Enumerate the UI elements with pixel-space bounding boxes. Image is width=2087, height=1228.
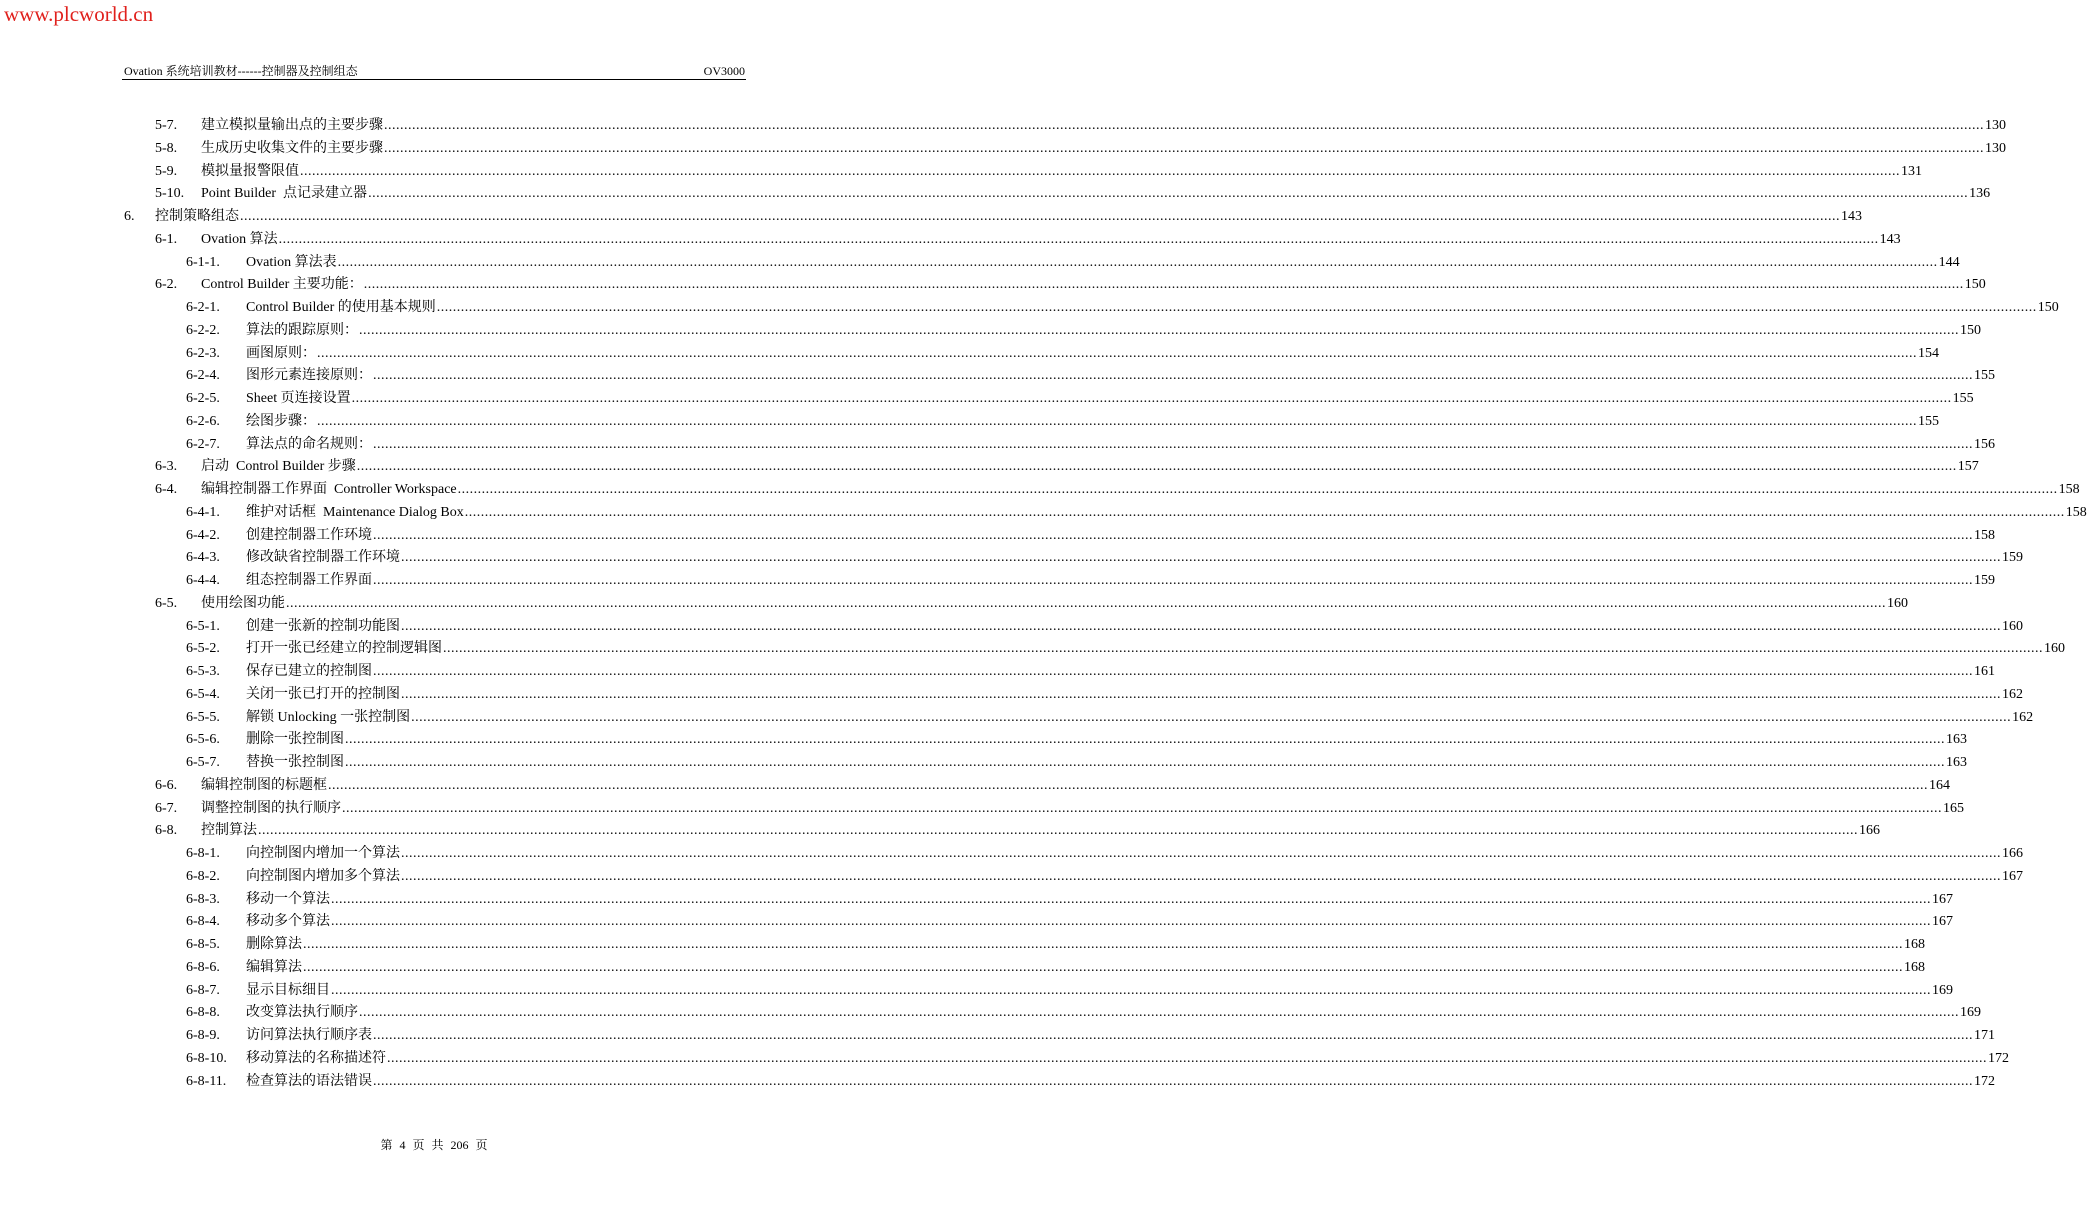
dot-leader: ................................................................................................................................................................................................................................................................................................................................................................................................................ <box>401 618 2001 634</box>
toc-entry-title: Ovation 算法 <box>201 231 278 247</box>
toc-entry[interactable] <box>186 708 2034 728</box>
toc-entry[interactable] <box>155 162 1922 182</box>
toc-entry-title: 生成历史收集文件的主要步骤 <box>201 140 383 156</box>
toc-entry-title: 建立模拟量输出点的主要步骤 <box>201 118 383 133</box>
toc-entry-number: 6-8-9. <box>186 1028 220 1043</box>
toc-entry-number: 6-5. <box>155 595 178 611</box>
toc-entry[interactable] <box>186 662 1995 682</box>
toc-entry-title: 编辑控制器工作界面 Controller Workspace <box>201 482 457 497</box>
dot-leader: ................................................................................................................................................................................................................................................................................................................................................................................................................ <box>300 163 1900 179</box>
toc-entry-title: 保存已建立的控制图 <box>246 664 372 679</box>
dot-leader: ................................................................................................................................................................................................................................................................................................................................................................................................................ <box>331 914 1931 930</box>
toc-entry[interactable] <box>155 799 1964 819</box>
toc-entry[interactable] <box>186 366 1995 386</box>
toc-entry-page: 165 <box>1943 800 1964 816</box>
toc-entry-title: 删除算法 <box>246 937 302 952</box>
toc-entry-title: 维护对话框 Maintenance Dialog Box <box>246 504 464 520</box>
toc-entry-number: 6-2-3. <box>186 345 220 361</box>
dot-leader: ................................................................................................................................................................................................................................................................................................................................................................................................................ <box>303 959 1903 975</box>
toc-entry-page: 163 <box>1946 755 1967 770</box>
toc-entry-title: 替换一张控制图 <box>246 755 344 770</box>
dot-leader: ................................................................................................................................................................................................................................................................................................................................................................................................................ <box>373 573 1973 588</box>
toc-entry-title: Control Builder 主要功能： <box>201 277 363 293</box>
toc-entry-title: 启动 Control Builder 步骤 <box>201 459 356 475</box>
dot-leader: ................................................................................................................................................................................................................................................................................................................................................................................................................ <box>328 777 1928 793</box>
dot-leader: ................................................................................................................................................................................................................................................................................................................................................................................................................ <box>387 1050 1987 1066</box>
toc-entry-title: 向控制图内增加多个算法 <box>246 868 400 884</box>
toc-entry-title: 调整控制图的执行顺序 <box>201 800 341 816</box>
toc-entry-page: 154 <box>1918 345 1939 361</box>
dot-leader: ................................................................................................................................................................................................................................................................................................................................................................................................................ <box>401 550 2001 566</box>
dot-leader: ................................................................................................................................................................................................................................................................................................................................................................................................................ <box>457 482 2058 497</box>
toc-entry-page: 166 <box>1859 823 1880 839</box>
toc-entry[interactable] <box>155 821 1880 841</box>
toc-entry-number: 6-7. <box>155 800 178 816</box>
toc-entry-number: 5-9. <box>155 163 178 179</box>
dot-leader: ................................................................................................................................................................................................................................................................................................................................................................................................................ <box>342 800 1942 816</box>
dot-leader: ................................................................................................................................................................................................................................................................................................................................................................................................................ <box>359 1005 1959 1021</box>
toc-entry[interactable] <box>186 844 2023 864</box>
dot-leader: ................................................................................................................................................................................................................................................................................................................................................................................................................ <box>345 732 1945 748</box>
dot-leader: ................................................................................................................................................................................................................................................................................................................................................................................................................ <box>303 937 1903 952</box>
toc-entry[interactable] <box>155 230 1901 250</box>
toc-entry-page: 130 <box>1985 140 2006 156</box>
toc-entry-title: 显示目标细目 <box>246 982 330 998</box>
toc-entry-number: 6-8-8. <box>186 1005 220 1021</box>
toc-entry-number: 6-4-2. <box>186 527 220 543</box>
dot-leader: ................................................................................................................................................................................................................................................................................................................................................................................................................ <box>373 664 1973 679</box>
toc-entry[interactable] <box>186 321 1981 341</box>
toc-entry-page: 160 <box>1887 595 1908 611</box>
toc-entry[interactable] <box>186 1049 2009 1069</box>
toc-entry-page: 160 <box>2002 618 2023 634</box>
toc-entry-page: 130 <box>1985 118 2006 133</box>
dot-leader: ................................................................................................................................................................................................................................................................................................................................................................................................................ <box>411 709 2012 725</box>
toc-entry-number: 6-5-5. <box>186 709 220 725</box>
toc-entry-page: 168 <box>1904 959 1925 975</box>
toc-entry-number: 6-8-6. <box>186 959 220 975</box>
dot-leader: ................................................................................................................................................................................................................................................................................................................................................................................................................ <box>373 436 1973 452</box>
toc-entry-title: 移动多个算法 <box>246 914 330 930</box>
dot-leader: ................................................................................................................................................................................................................................................................................................................................................................................................................ <box>384 118 1984 133</box>
toc-entry[interactable] <box>186 1003 1981 1023</box>
toc-entry-number: 6-2-1. <box>186 300 220 315</box>
toc-entry-page: 144 <box>1938 254 1960 270</box>
toc-entry-page: 157 <box>1957 459 1979 475</box>
toc-entry-title: 绘图步骤： <box>246 413 316 429</box>
toc-entry[interactable] <box>124 207 1862 227</box>
dot-leader: ................................................................................................................................................................................................................................................................................................................................................................................................................ <box>368 186 1969 202</box>
toc-entry[interactable] <box>186 981 1953 1001</box>
toc-entry-title: Ovation 算法表 <box>246 254 337 270</box>
toc-entry[interactable] <box>155 457 1979 477</box>
toc-entry-number: 6-8-5. <box>186 937 220 952</box>
toc-entry-number: 6-2-6. <box>186 413 220 429</box>
toc-entry[interactable] <box>155 480 2080 500</box>
toc-entry-page: 167 <box>2002 868 2023 884</box>
toc-entry-page: 169 <box>1932 982 1953 998</box>
toc-entry-number: 6-2-7. <box>186 436 220 452</box>
toc-entry-number: 6-2-5. <box>186 391 220 406</box>
toc-entry-title: 访问算法执行顺序表 <box>246 1028 372 1043</box>
toc-entry-number: 6-4-1. <box>186 504 220 520</box>
toc-entry[interactable] <box>155 594 1908 614</box>
toc-entry-page: 172 <box>1988 1050 2009 1066</box>
toc-entry-title: 创建控制器工作环境 <box>246 527 372 543</box>
toc-entry-page: 158 <box>2058 482 2080 497</box>
toc-entry[interactable] <box>186 389 1974 409</box>
toc-entry[interactable] <box>155 275 1986 295</box>
toc-entry-number: 6-6. <box>155 777 178 793</box>
toc-entry[interactable] <box>186 639 2065 659</box>
toc-entry-page: 155 <box>1974 368 1995 384</box>
toc-entry[interactable] <box>186 685 2023 705</box>
toc-entry[interactable] <box>186 935 1925 955</box>
toc-entry-page: 155 <box>1952 391 1974 406</box>
toc-entry-number: 6-2. <box>155 277 178 293</box>
toc-entry-title: 创建一张新的控制功能图 <box>246 618 400 634</box>
toc-entry[interactable] <box>186 344 1939 364</box>
toc-entry-number: 6. <box>124 209 135 224</box>
toc-entry[interactable] <box>186 298 2059 318</box>
toc-entry[interactable] <box>186 253 1960 273</box>
toc-entry-page: 156 <box>1974 436 1995 452</box>
toc-entry-title: 修改缺省控制器工作环境 <box>246 550 400 566</box>
dot-leader: ................................................................................................................................................................................................................................................................................................................................................................................................................ <box>464 504 2065 520</box>
toc-entry-number: 6-8-10. <box>186 1050 227 1066</box>
dot-leader: ................................................................................................................................................................................................................................................................................................................................................................................................................ <box>258 823 1858 839</box>
toc-entry-title: 算法的跟踪原则： <box>246 322 358 338</box>
toc-entry-title: 改变算法执行顺序 <box>246 1005 358 1021</box>
toc-entry-page: 143 <box>1841 209 1862 224</box>
toc-entry-number: 5-8. <box>155 140 178 156</box>
toc-entry-title: 移动算法的名称描述符 <box>246 1050 386 1066</box>
toc-entry[interactable] <box>186 435 1995 455</box>
toc-entry[interactable] <box>186 617 2023 637</box>
toc-entry[interactable] <box>186 890 1953 910</box>
dot-leader: ................................................................................................................................................................................................................................................................................................................................................................................................................ <box>331 982 1931 998</box>
toc-entry-title: 检查算法的语法错误 <box>246 1073 372 1089</box>
toc-entry-page: 159 <box>1974 573 1995 588</box>
toc-entry-page: 158 <box>1974 527 1995 543</box>
toc-entry-page: 164 <box>1929 777 1950 793</box>
toc-entry-title: 组态控制器工作界面 <box>246 573 372 588</box>
toc-entry-title: 控制策略组态 <box>155 209 239 224</box>
toc-entry[interactable] <box>186 958 1925 978</box>
toc-entry[interactable] <box>186 1026 1995 1046</box>
toc-entry-number: 6-1. <box>155 231 178 247</box>
toc-entry-number: 6-8. <box>155 823 178 839</box>
toc-entry-title: 向控制图内增加一个算法 <box>246 846 400 861</box>
dot-leader: ................................................................................................................................................................................................................................................................................................................................................................................................................ <box>356 459 1957 475</box>
toc-entry-number: 6-5-3. <box>186 664 220 679</box>
toc-entry-title: 移动一个算法 <box>246 891 330 907</box>
toc-entry[interactable] <box>186 571 1995 591</box>
toc-entry-number: 6-5-1. <box>186 618 220 634</box>
toc-entry-page: 171 <box>1974 1028 1995 1043</box>
toc-entry-page: 150 <box>2037 300 2059 315</box>
toc-entry-title: 编辑算法 <box>246 959 302 975</box>
toc-entry-title: Control Builder 的使用基本规则 <box>246 300 436 315</box>
toc-entry-number: 6-8-11. <box>186 1073 227 1089</box>
dot-leader: ................................................................................................................................................................................................................................................................................................................................................................................................................ <box>384 140 1984 156</box>
header-title: Ovation 系统培训教材------控制器及控制组态 <box>124 64 358 78</box>
toc-entry-title: 画图原则： <box>246 345 316 361</box>
toc-entry-page: 136 <box>1969 186 1991 202</box>
toc-entry-number: 6-5-7. <box>186 755 220 770</box>
toc-entry-title: 模拟量报警限值 <box>201 163 299 179</box>
toc-entry-number: 6-5-2. <box>186 641 220 657</box>
dot-leader: ................................................................................................................................................................................................................................................................................................................................................................................................................ <box>317 345 1917 361</box>
dot-leader: ................................................................................................................................................................................................................................................................................................................................................................................................................ <box>240 209 1840 224</box>
toc-entry[interactable] <box>155 184 1991 204</box>
toc-entry-number: 6-1-1. <box>186 254 220 270</box>
toc-entry[interactable] <box>155 116 2006 136</box>
toc-entry-number: 6-4-3. <box>186 550 220 566</box>
dot-leader: ................................................................................................................................................................................................................................................................................................................................................................................................................ <box>373 527 1973 543</box>
toc-entry-number: 6-8-2. <box>186 868 220 884</box>
toc-entry-page: 163 <box>1946 732 1967 748</box>
toc-entry-number: 6-4. <box>155 482 178 497</box>
toc-entry-page: 131 <box>1901 163 1922 179</box>
toc-entry-title: Sheet 页连接设置 <box>246 391 351 406</box>
toc-entry[interactable] <box>155 139 2006 159</box>
toc-entry-page: 167 <box>1932 914 1953 930</box>
toc-entry-number: 6-5-6. <box>186 732 220 748</box>
toc-entry-page: 166 <box>2002 846 2023 861</box>
toc-entry-page: 167 <box>1932 891 1953 907</box>
dot-leader: ................................................................................................................................................................................................................................................................................................................................................................................................................ <box>331 891 1931 907</box>
toc-entry-page: 158 <box>2065 504 2087 520</box>
toc-entry-page: 159 <box>2002 550 2023 566</box>
dot-leader: ................................................................................................................................................................................................................................................................................................................................................................................................................ <box>351 391 1952 406</box>
toc-entry-page: 150 <box>1960 322 1981 338</box>
toc-entry-page: 161 <box>1974 664 1995 679</box>
toc-entry-title: 打开一张已经建立的控制逻辑图 <box>246 641 442 657</box>
dot-leader: ................................................................................................................................................................................................................................................................................................................................................................................................................ <box>278 231 1879 247</box>
toc-entry-title: Point Builder 点记录建立器 <box>201 186 368 202</box>
page-header <box>124 64 745 80</box>
toc-entry[interactable] <box>186 412 1939 432</box>
toc-entry-page: 172 <box>1974 1073 1995 1089</box>
toc-entry-number: 6-2-4. <box>186 368 220 384</box>
toc-entry[interactable] <box>186 867 2023 887</box>
dot-leader: ................................................................................................................................................................................................................................................................................................................................................................................................................ <box>345 755 1945 770</box>
watermark-url: www.plcworld.cn <box>4 2 154 26</box>
toc-entry-number: 5-7. <box>155 118 178 133</box>
toc-entry-number: 6-8-7. <box>186 982 220 998</box>
toc-entry-number: 6-3. <box>155 459 178 475</box>
dot-leader: ................................................................................................................................................................................................................................................................................................................................................................................................................ <box>317 413 1917 429</box>
toc-entry[interactable] <box>186 526 1995 546</box>
header-divider <box>122 79 746 80</box>
dot-leader: ................................................................................................................................................................................................................................................................................................................................................................................................................ <box>337 254 1938 270</box>
toc-entry-page: 169 <box>1960 1005 1981 1021</box>
toc-entry-title: 删除一张控制图 <box>246 732 344 748</box>
toc-entry-page: 162 <box>2002 686 2023 702</box>
toc-entry[interactable] <box>186 503 2087 523</box>
toc-entry-title: 算法点的命名规则： <box>246 436 372 452</box>
toc-entry-number: 6-8-1. <box>186 846 220 861</box>
toc-entry-title: 使用绘图功能 <box>201 595 285 611</box>
dot-leader: ................................................................................................................................................................................................................................................................................................................................................................................................................ <box>359 322 1959 338</box>
toc-entry-page: 168 <box>1904 937 1925 952</box>
header-code: OV3000 <box>703 64 745 78</box>
dot-leader: ................................................................................................................................................................................................................................................................................................................................................................................................................ <box>401 846 2001 861</box>
dot-leader: ................................................................................................................................................................................................................................................................................................................................................................................................................ <box>373 368 1973 384</box>
toc-entry-page: 162 <box>2012 709 2034 725</box>
toc-entry[interactable] <box>186 730 1967 750</box>
toc-entry-title: 关闭一张已打开的控制图 <box>246 686 400 702</box>
toc-entry-title: 图形元素连接原则： <box>246 368 372 384</box>
dot-leader: ................................................................................................................................................................................................................................................................................................................................................................................................................ <box>401 686 2001 702</box>
dot-leader: ................................................................................................................................................................................................................................................................................................................................................................................................................ <box>443 641 2043 657</box>
toc-entry[interactable] <box>155 776 1950 796</box>
toc-entry-title: 控制算法 <box>201 823 257 839</box>
toc-entry-number: 6-5-4. <box>186 686 220 702</box>
toc-entry[interactable] <box>186 912 1953 932</box>
toc-entry-number: 6-8-4. <box>186 914 220 930</box>
toc-entry-number: 6-4-4. <box>186 573 220 588</box>
dot-leader: ................................................................................................................................................................................................................................................................................................................................................................................................................ <box>436 300 2037 315</box>
toc-entry-page: 160 <box>2044 641 2065 657</box>
toc-entry[interactable] <box>186 1072 1995 1092</box>
toc-entry-number: 5-10. <box>155 186 185 202</box>
toc-entry-page: 143 <box>1879 231 1901 247</box>
page-footer: 第 4 页 共 206 页 <box>380 1138 488 1152</box>
toc-entry[interactable] <box>186 548 2023 568</box>
dot-leader: ................................................................................................................................................................................................................................................................................................................................................................................................................ <box>363 277 1964 293</box>
dot-leader: ................................................................................................................................................................................................................................................................................................................................................................................................................ <box>286 595 1886 611</box>
toc-entry[interactable] <box>186 753 1967 773</box>
toc-entry-page: 150 <box>1964 277 1986 293</box>
dot-leader: ................................................................................................................................................................................................................................................................................................................................................................................................................ <box>401 868 2001 884</box>
toc-entry-title: 编辑控制图的标题框 <box>201 777 327 793</box>
dot-leader: ................................................................................................................................................................................................................................................................................................................................................................................................................ <box>373 1073 1973 1089</box>
toc-entry-page: 155 <box>1918 413 1939 429</box>
toc-entry-number: 6-2-2. <box>186 322 220 338</box>
dot-leader: ................................................................................................................................................................................................................................................................................................................................................................................................................ <box>373 1028 1973 1043</box>
toc-entry-number: 6-8-3. <box>186 891 220 907</box>
toc-entry-title: 解锁 Unlocking 一张控制图 <box>246 709 411 725</box>
